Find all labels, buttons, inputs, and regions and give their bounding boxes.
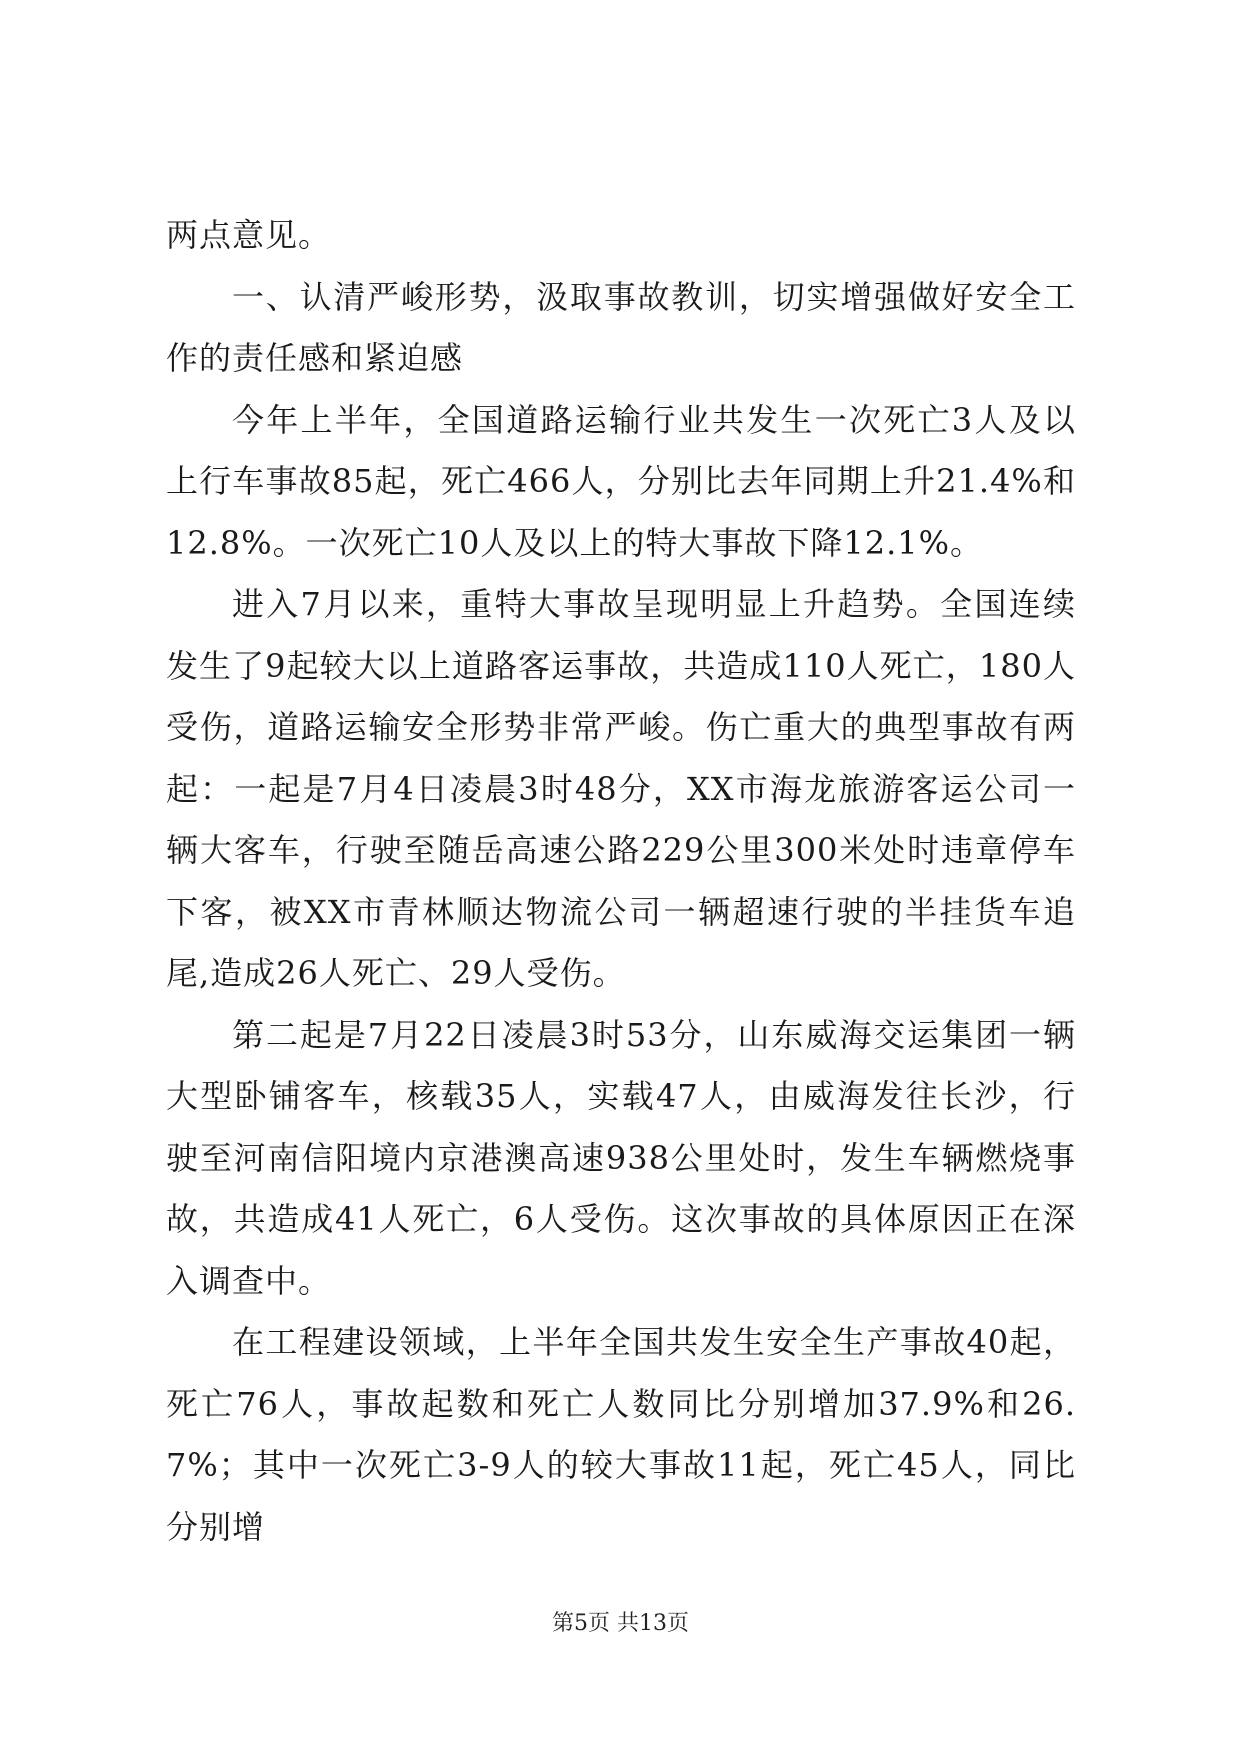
- paragraph-4: 第二起是7月22日凌晨3时53分，山东威海交运集团一辆大型卧铺客车，核载35人，实载47人，由威海发往长沙，行驶至河南信阳境内京港澳高速938公里处时，发生车辆燃烧事故，共造成41人死亡，6人受伤。这次事故的具体原因正在深入调查中。: [166, 1015, 1076, 1300]
- section-heading: 一、认清严峻形势，汲取事故教训，切实增强做好安全工作的责任感和紧迫感: [166, 277, 1076, 377]
- paragraph-1: 两点意见。: [166, 216, 332, 254]
- document-body: [166, 205, 1076, 1558]
- paragraph-2: 今年上半年，全国道路运输行业共发生一次死亡3人及以上行车事故85起，死亡466人，分别比去年同期上升21.4%和12.8%。一次死亡10人及以上的特大事故下降12.1%。: [166, 400, 1076, 562]
- page-number-footer: 第5页 共13页: [552, 1611, 689, 1636]
- paragraph-3: 进入7月以来，重特大事故呈现明显上升趋势。全国连续发生了9起较大以上道路客运事故，共造成110人死亡，180人受伤，道路运输安全形势非常严峻。伤亡重大的典型事故有两起：一起是7月4日凌晨3时48分，XX市海龙旅游客运公司一辆大客车，行驶至随岳高速公路229公里300米处时违章停车下客，被XX市青林顺达物流公司一辆超速行驶的半挂货车追尾,造成26人死亡、29人受伤。: [166, 585, 1076, 992]
- paragraph-5: 在工程建设领域，上半年全国共发生安全生产事故40起，死亡76人，事故起数和死亡人数同比分别增加37.9%和26.7%；其中一次死亡3-9人的较大事故11起，死亡45人，同比分别增: [166, 1323, 1076, 1546]
